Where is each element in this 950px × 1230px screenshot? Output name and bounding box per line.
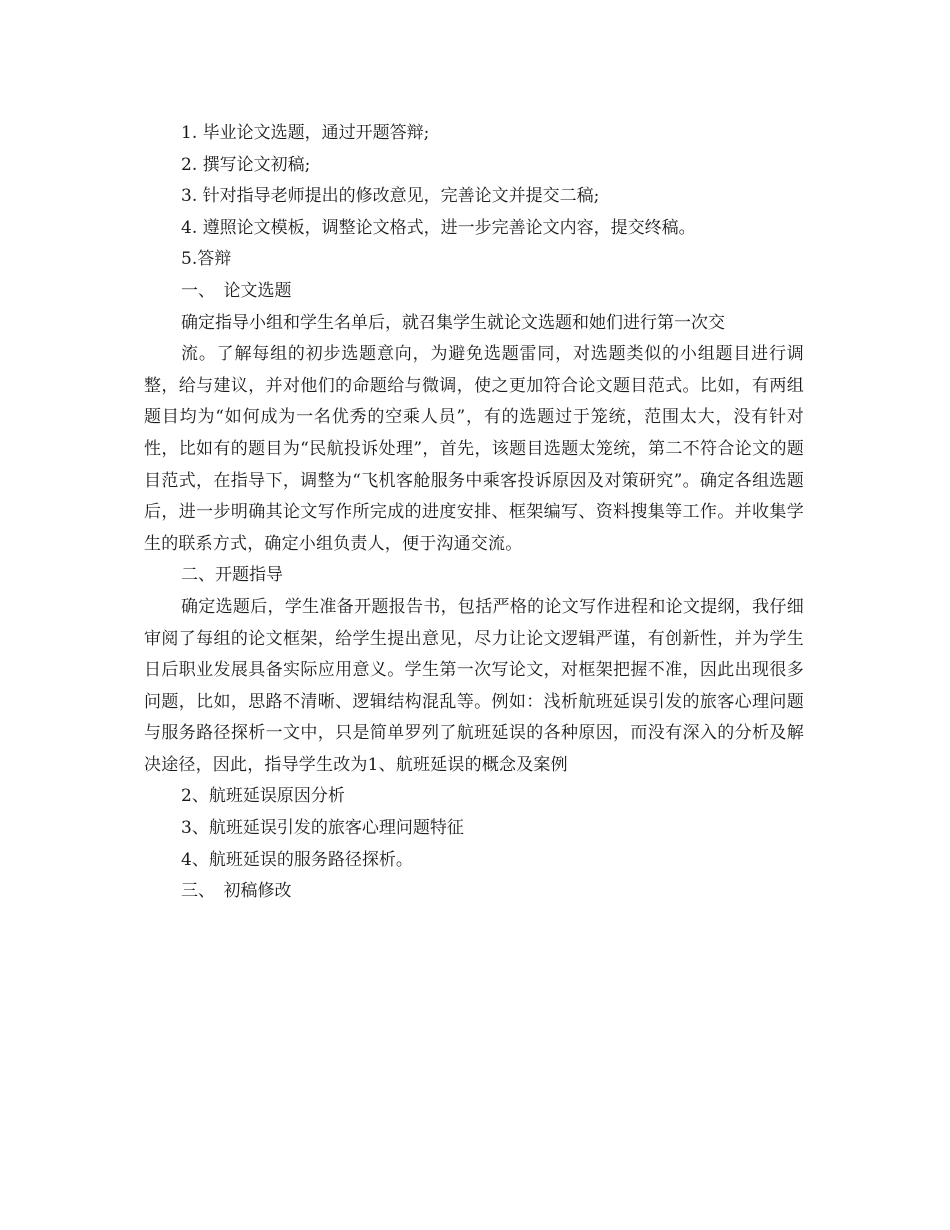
section-heading-topic-selection: 一、 论文选题: [181, 280, 292, 301]
proposal-guidance-paragraph: 确定选题后，学生准备开题报告书，包括严格的论文写作进程和论文提纲，我仔细审阅了每组的论文框架，给学生提出意见，尽力让论文逻辑严谨，有创新性，并为学生日后职业发展具备实际应用意义。学生第一次写论文，对框架把握不准，因此出现很多问题，比如，思路不清晰、逻辑结构混乱等。例如：浅析航班延误引发的旅客心理问题与服务路径探析一文中，只是简单罗列了航班延误的各种原因，而没有深入的分析及解决途径，因此，指导学生改为1、航班延误的概念及案例: [144, 596, 804, 775]
topic-selection-paragraph: 流。了解每组的初步选题意向，为避免选题雷同，对选题类似的小组题目进行调整，给与建议，并对他们的命题给与微调，使之更加符合论文题目范式。比如，有两组题目均为“如何成为一名优秀的空乘人员”，有的选题过于笼统，范围太大，没有针对性，比如有的题目为“民航投诉处理”，首先，该题目选题太笼统，第二不符合论文的题目范式，在指导下，调整为“飞机客舱服务中乘客投诉原因及对策研究”。确定各组选题后，进一步明确其论文写作所完成的进度安排、框架编写、资料搜集等工作。并收集学生的联系方式，确定小组负责人，便于沟通交流。: [144, 344, 804, 554]
step-item-5: 5.答辩: [181, 249, 232, 270]
step-item-2: 2. 撰写论文初稿;: [181, 154, 311, 175]
step-item-4: 4. 遵照论文模板，调整论文格式，进一步完善论文内容，提交终稿。: [181, 217, 696, 238]
step-item-3: 3. 针对指导老师提出的修改意见，完善论文并提交二稿;: [181, 186, 600, 207]
step-item-1: 1. 毕业论文选题，通过开题答辩;: [181, 123, 430, 143]
outline-item-4: 4、航班延误的服务路径探析。: [181, 849, 413, 870]
outline-item-3: 3、航班延误引发的旅客心理问题特征: [181, 818, 464, 839]
topic-selection-lead-line: 确定指导小组和学生名单后，就召集学生就论文选题和她们进行第一次交: [181, 312, 725, 333]
section-heading-draft-revision: 三、 初稿修改: [181, 881, 292, 902]
document-body: [144, 118, 804, 908]
outline-item-2: 2、航班延误原因分析: [181, 786, 345, 807]
section-heading-proposal-guidance: 二、开题指导: [181, 565, 283, 586]
